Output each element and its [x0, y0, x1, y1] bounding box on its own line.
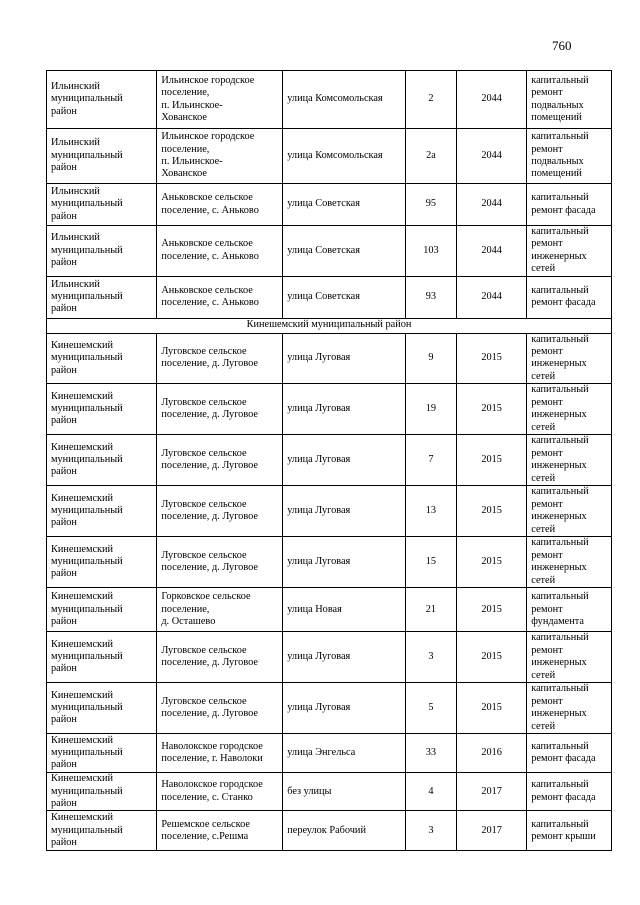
work-type-cell: капитальный ремонт инженерных сетей	[527, 486, 612, 537]
district-cell: Ильинский муниципальный район	[47, 71, 157, 129]
table-row	[47, 184, 612, 226]
work-type-cell: капитальный ремонт инженерных сетей	[527, 537, 612, 588]
work-type-cell: капитальный ремонт инженерных сетей	[527, 435, 612, 486]
work-type-cell: капитальный ремонт инженерных сетей	[527, 226, 612, 277]
district-cell: Ильинский муниципальный район	[47, 276, 157, 318]
settlement-cell: Луговское сельское поселение, д. Луговое	[157, 333, 283, 384]
table-row	[47, 773, 612, 811]
table-row	[47, 71, 612, 129]
year-cell: 2016	[457, 734, 527, 773]
house-number-cell: 4	[405, 773, 456, 811]
house-number-cell: 2	[405, 71, 456, 129]
district-cell: Кинешемский муниципальный район	[47, 683, 157, 734]
house-number-cell: 3	[405, 632, 456, 683]
year-cell: 2015	[457, 632, 527, 683]
house-number-cell: 2а	[405, 129, 456, 184]
settlement-cell: Луговское сельское поселение, д. Луговое	[157, 435, 283, 486]
year-cell: 2015	[457, 333, 527, 384]
house-number-cell: 9	[405, 333, 456, 384]
settlement-cell: Аньковское сельское поселение, с. Аньково	[157, 184, 283, 226]
housing-repair-table	[46, 70, 612, 851]
section-title: Кинешемский муниципальный район	[47, 318, 612, 333]
table-row	[47, 537, 612, 588]
work-type-cell: капитальный ремонт фундамента	[527, 588, 612, 632]
work-type-cell: капитальный ремонт фасада	[527, 184, 612, 226]
house-number-cell: 21	[405, 588, 456, 632]
settlement-cell: Луговское сельское поселение, д. Луговое	[157, 384, 283, 435]
district-cell: Кинешемский муниципальный район	[47, 384, 157, 435]
year-cell: 2044	[457, 184, 527, 226]
year-cell: 2044	[457, 71, 527, 129]
street-cell: улица Луговая	[283, 632, 406, 683]
house-number-cell: 3	[405, 811, 456, 851]
district-cell: Кинешемский муниципальный район	[47, 537, 157, 588]
house-number-cell: 5	[405, 683, 456, 734]
street-cell: без улицы	[283, 773, 406, 811]
settlement-cell: Луговское сельское поселение, д. Луговое	[157, 683, 283, 734]
year-cell: 2015	[457, 486, 527, 537]
street-cell: улица Луговая	[283, 384, 406, 435]
settlement-cell: Луговское сельское поселение, д. Луговое	[157, 632, 283, 683]
district-cell: Кинешемский муниципальный район	[47, 435, 157, 486]
settlement-cell: Аньковское сельское поселение, с. Аньково	[157, 276, 283, 318]
district-cell: Кинешемский муниципальный район	[47, 811, 157, 851]
work-type-cell: капитальный ремонт фасада	[527, 773, 612, 811]
house-number-cell: 7	[405, 435, 456, 486]
settlement-cell: Ильинское городское поселение, п. Ильинское- Хованское	[157, 71, 283, 129]
year-cell: 2015	[457, 537, 527, 588]
section-header-row	[47, 318, 612, 333]
street-cell: улица Луговая	[283, 435, 406, 486]
table-row	[47, 632, 612, 683]
district-cell: Кинешемский муниципальный район	[47, 333, 157, 384]
year-cell: 2044	[457, 129, 527, 184]
house-number-cell: 93	[405, 276, 456, 318]
table-row	[47, 226, 612, 277]
street-cell: улица Энгельса	[283, 734, 406, 773]
year-cell: 2015	[457, 683, 527, 734]
year-cell: 2015	[457, 384, 527, 435]
settlement-cell: Решемское сельское поселение, с.Решма	[157, 811, 283, 851]
table-row	[47, 588, 612, 632]
table-row	[47, 683, 612, 734]
table-row	[47, 811, 612, 851]
work-type-cell: капитальный ремонт инженерных сетей	[527, 333, 612, 384]
district-cell: Кинешемский муниципальный район	[47, 486, 157, 537]
house-number-cell: 15	[405, 537, 456, 588]
house-number-cell: 95	[405, 184, 456, 226]
work-type-cell: капитальный ремонт инженерных сетей	[527, 384, 612, 435]
year-cell: 2017	[457, 811, 527, 851]
work-type-cell: капитальный ремонт подвальных помещений	[527, 129, 612, 184]
settlement-cell: Ильинское городское поселение, п. Ильинское- Хованское	[157, 129, 283, 184]
year-cell: 2044	[457, 226, 527, 277]
house-number-cell: 13	[405, 486, 456, 537]
table-row	[47, 486, 612, 537]
year-cell: 2015	[457, 435, 527, 486]
work-type-cell: капитальный ремонт фасада	[527, 734, 612, 773]
year-cell: 2015	[457, 588, 527, 632]
street-cell: переулок Рабочий	[283, 811, 406, 851]
street-cell: улица Советская	[283, 226, 406, 277]
table-row	[47, 435, 612, 486]
work-type-cell: капитальный ремонт крыши	[527, 811, 612, 851]
table-row	[47, 276, 612, 318]
street-cell: улица Луговая	[283, 537, 406, 588]
work-type-cell: капитальный ремонт инженерных сетей	[527, 683, 612, 734]
settlement-cell: Наволокское городское поселение, с. Станко	[157, 773, 283, 811]
settlement-cell: Аньковское сельское поселение, с. Аньково	[157, 226, 283, 277]
street-cell: улица Советская	[283, 184, 406, 226]
settlement-cell: Наволокское городское поселение, г. Наволоки	[157, 734, 283, 773]
table-row	[47, 129, 612, 184]
street-cell: улица Комсомольская	[283, 71, 406, 129]
street-cell: улица Советская	[283, 276, 406, 318]
district-cell: Ильинский муниципальный район	[47, 226, 157, 277]
work-type-cell: капитальный ремонт инженерных сетей	[527, 632, 612, 683]
house-number-cell: 103	[405, 226, 456, 277]
district-cell: Кинешемский муниципальный район	[47, 632, 157, 683]
settlement-cell: Горковское сельское поселение, д. Осташево	[157, 588, 283, 632]
street-cell: улица Луговая	[283, 333, 406, 384]
district-cell: Кинешемский муниципальный район	[47, 734, 157, 773]
house-number-cell: 33	[405, 734, 456, 773]
table-row	[47, 333, 612, 384]
year-cell: 2044	[457, 276, 527, 318]
street-cell: улица Комсомольская	[283, 129, 406, 184]
table-row	[47, 734, 612, 773]
settlement-cell: Луговское сельское поселение, д. Луговое	[157, 486, 283, 537]
street-cell: улица Луговая	[283, 486, 406, 537]
page-number: 760	[552, 38, 572, 53]
settlement-cell: Луговское сельское поселение, д. Луговое	[157, 537, 283, 588]
street-cell: улица Новая	[283, 588, 406, 632]
district-cell: Кинешемский муниципальный район	[47, 773, 157, 811]
work-type-cell: капитальный ремонт фасада	[527, 276, 612, 318]
district-cell: Кинешемский муниципальный район	[47, 588, 157, 632]
district-cell: Ильинский муниципальный район	[47, 129, 157, 184]
street-cell: улица Луговая	[283, 683, 406, 734]
year-cell: 2017	[457, 773, 527, 811]
table-row	[47, 384, 612, 435]
work-type-cell: капитальный ремонт подвальных помещений	[527, 71, 612, 129]
house-number-cell: 19	[405, 384, 456, 435]
district-cell: Ильинский муниципальный район	[47, 184, 157, 226]
